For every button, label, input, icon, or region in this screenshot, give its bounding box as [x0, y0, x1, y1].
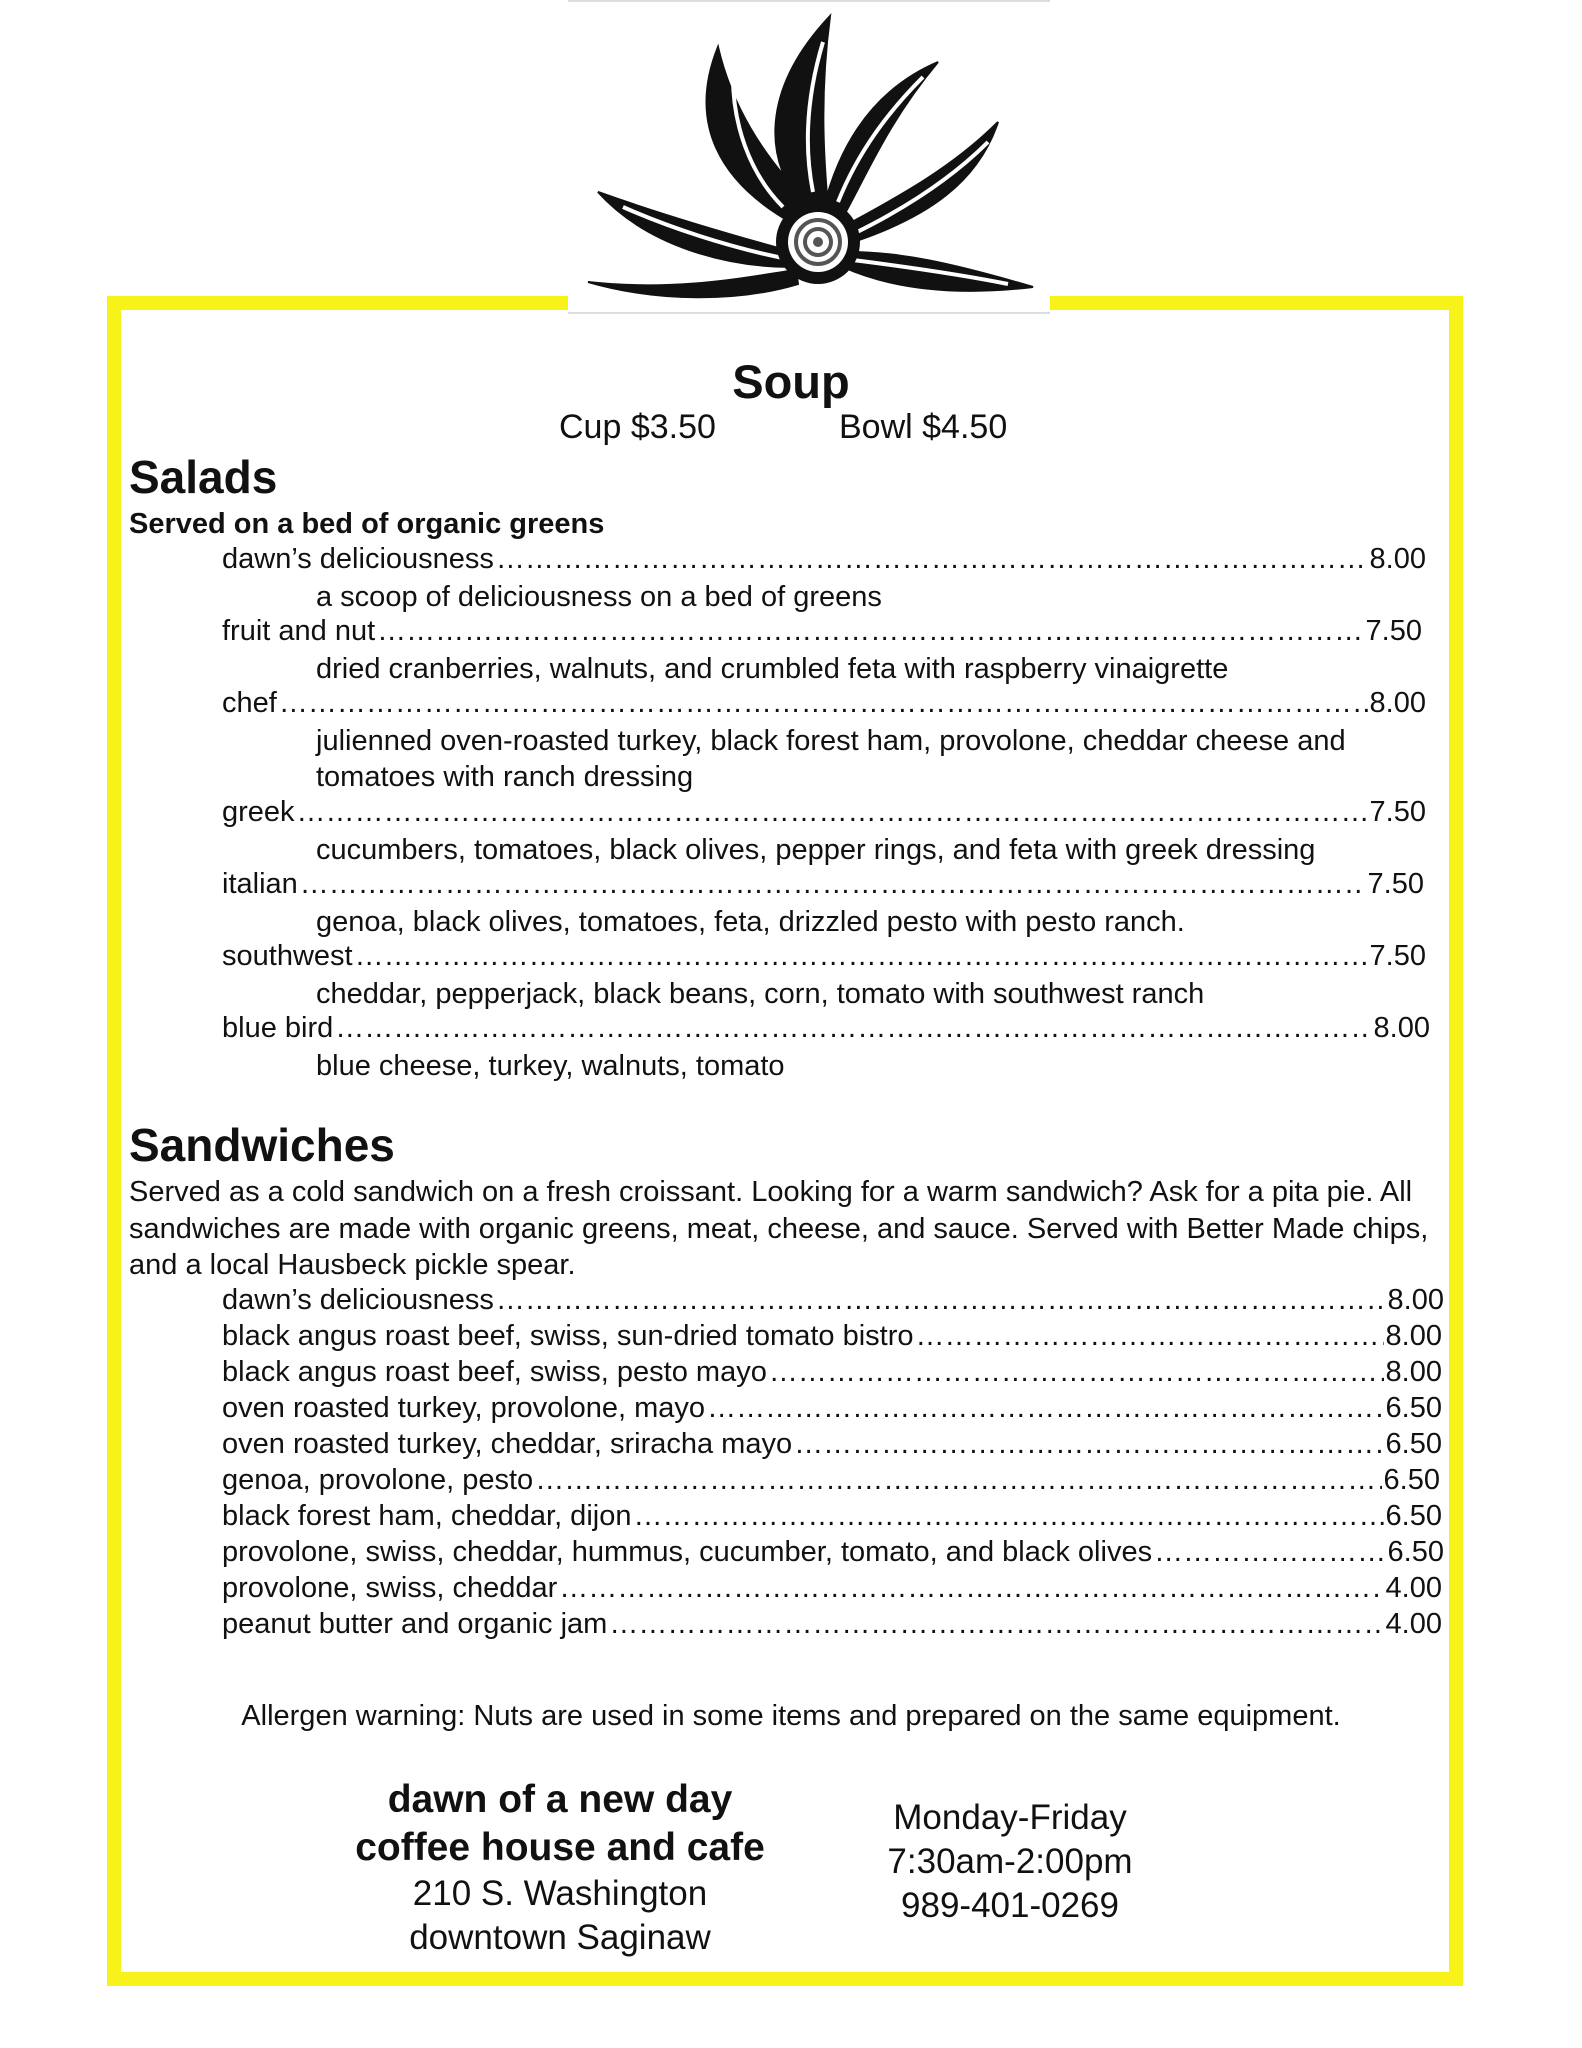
menu-item	[222, 1012, 1430, 1048]
item-name: provolone, swiss, cheddar, hummus, cucumber, tomato, and black olives	[222, 1536, 1153, 1568]
leader-dots	[916, 1320, 1384, 1353]
leader-dots	[1154, 1536, 1385, 1569]
item-name: greek	[222, 796, 295, 828]
item-name: black angus roast beef, swiss, pesto mayo	[222, 1356, 767, 1388]
item-description: dried cranberries, walnuts, and crumbled feta with raspberry vinaigrette	[316, 653, 1229, 685]
menu-item	[222, 615, 1422, 651]
item-name: fruit and nut	[222, 615, 376, 647]
leader-dots	[335, 1012, 1371, 1045]
item-price: 6.50	[1387, 1536, 1444, 1568]
cafe-city: downtown Saginaw	[409, 1918, 711, 1957]
item-price: 6.50	[1385, 1428, 1442, 1460]
menu-item	[222, 543, 1426, 579]
menu-item	[222, 1500, 1442, 1536]
leader-dots	[633, 1500, 1383, 1533]
item-description: julienned oven-roasted turkey, black forest ham, provolone, cheddar cheese and	[316, 725, 1346, 757]
open-days: Monday-Friday	[893, 1798, 1127, 1837]
soup-cup-price: Cup $3.50	[559, 408, 716, 446]
item-name: dawn’s deliciousness	[222, 543, 494, 575]
item-price: 7.50	[1369, 940, 1426, 972]
item-price: 6.50	[1385, 1500, 1442, 1532]
soup-bowl-price: Bowl $4.50	[839, 408, 1008, 446]
item-description: blue cheese, turkey, walnuts, tomato	[316, 1050, 785, 1082]
item-description: tomatoes with ranch dressing	[316, 761, 694, 793]
leader-dots	[377, 615, 1363, 648]
item-name: southwest	[222, 940, 353, 972]
item-price: 6.50	[1385, 1392, 1442, 1424]
leader-dots	[496, 1284, 1386, 1317]
item-description: cucumbers, tomatoes, black olives, pepper rings, and feta with greek dressing	[316, 834, 1316, 866]
leader-dots	[769, 1356, 1384, 1389]
item-price: 8.00	[1387, 1284, 1444, 1316]
item-name: oven roasted turkey, provolone, mayo	[222, 1392, 706, 1424]
leader-dots	[355, 940, 1368, 973]
phone-number: 989-401-0269	[901, 1886, 1119, 1925]
item-description: cheddar, pepperjack, black beans, corn, tomato with southwest ranch	[316, 978, 1205, 1010]
item-price: 7.50	[1369, 796, 1426, 828]
item-name: black angus roast beef, swiss, sun-dried tomato bistro	[222, 1320, 914, 1352]
leader-dots	[279, 687, 1368, 720]
item-name: genoa, provolone, pesto	[222, 1464, 534, 1496]
leader-dots	[297, 796, 1368, 829]
soup-title: Soup	[732, 355, 850, 408]
leader-dots	[559, 1572, 1383, 1605]
menu-item	[222, 1608, 1442, 1644]
item-price: 6.50	[1383, 1464, 1440, 1496]
cafe-address: 210 S. Washington	[412, 1874, 708, 1913]
logo	[568, 0, 1050, 314]
menu-item	[222, 1464, 1440, 1500]
leader-dots	[707, 1392, 1383, 1425]
leader-dots	[609, 1608, 1383, 1641]
salads-subtitle: Served on a bed of organic greens	[129, 508, 605, 540]
item-name: black forest ham, cheddar, dijon	[222, 1500, 632, 1532]
menu-item	[222, 1356, 1442, 1392]
leader-dots	[496, 543, 1368, 576]
menu-item	[222, 1320, 1442, 1356]
item-description: a scoop of deliciousness on a bed of greens	[316, 581, 882, 613]
item-price: 4.00	[1385, 1572, 1442, 1604]
sandwiches-title: Sandwiches	[129, 1119, 395, 1171]
item-description: genoa, black olives, tomatoes, feta, drizzled pesto with pesto ranch.	[316, 906, 1185, 938]
item-name: dawn’s deliciousness	[222, 1284, 494, 1316]
item-price: 8.00	[1369, 687, 1426, 719]
menu-item	[222, 1536, 1444, 1572]
menu-item	[222, 796, 1426, 832]
item-price: 8.00	[1385, 1356, 1442, 1388]
item-price: 8.00	[1373, 1012, 1430, 1044]
leader-dots	[794, 1428, 1383, 1461]
item-name: blue bird	[222, 1012, 334, 1044]
menu-item	[222, 1572, 1442, 1608]
leader-dots	[300, 868, 1366, 901]
sun-swirl-logo-icon	[568, 2, 1050, 312]
menu-item	[222, 1392, 1442, 1428]
menu-item	[222, 687, 1426, 723]
open-hours: 7:30am-2:00pm	[887, 1842, 1133, 1881]
cafe-name-line2: coffee house and cafe	[355, 1826, 765, 1869]
menu-item	[222, 868, 1424, 904]
item-name: oven roasted turkey, cheddar, sriracha mayo	[222, 1428, 793, 1460]
sandwiches-intro: Served as a cold sandwich on a fresh croissant. Looking for a warm sandwich? Ask for a pita pie. All sandwiches are made with organic greens, meat, cheese, and sauce. Served with Better Made chips, and a local Hausbeck pickle spear.	[129, 1176, 1429, 1281]
item-price: 4.00	[1385, 1608, 1442, 1640]
salads-title: Salads	[129, 451, 278, 503]
cafe-name-line1: dawn of a new day	[387, 1778, 733, 1821]
item-price: 7.50	[1367, 868, 1424, 900]
item-price: 8.00	[1385, 1320, 1442, 1352]
item-name: peanut butter and organic jam	[222, 1608, 608, 1640]
menu-item	[222, 1428, 1442, 1464]
cafe-info	[310, 1776, 810, 1960]
allergen-warning: Allergen warning: Nuts are used in some items and prepared on the same equipment.	[241, 1700, 1341, 1732]
menu-item	[222, 940, 1426, 976]
cafe-hours	[850, 1796, 1170, 1928]
item-price: 8.00	[1369, 543, 1426, 575]
item-name: chef	[222, 687, 277, 719]
item-name: provolone, swiss, cheddar	[222, 1572, 558, 1604]
item-price: 7.50	[1365, 615, 1422, 647]
menu-item	[222, 1284, 1444, 1320]
item-name: italian	[222, 868, 298, 900]
leader-dots	[535, 1464, 1381, 1497]
